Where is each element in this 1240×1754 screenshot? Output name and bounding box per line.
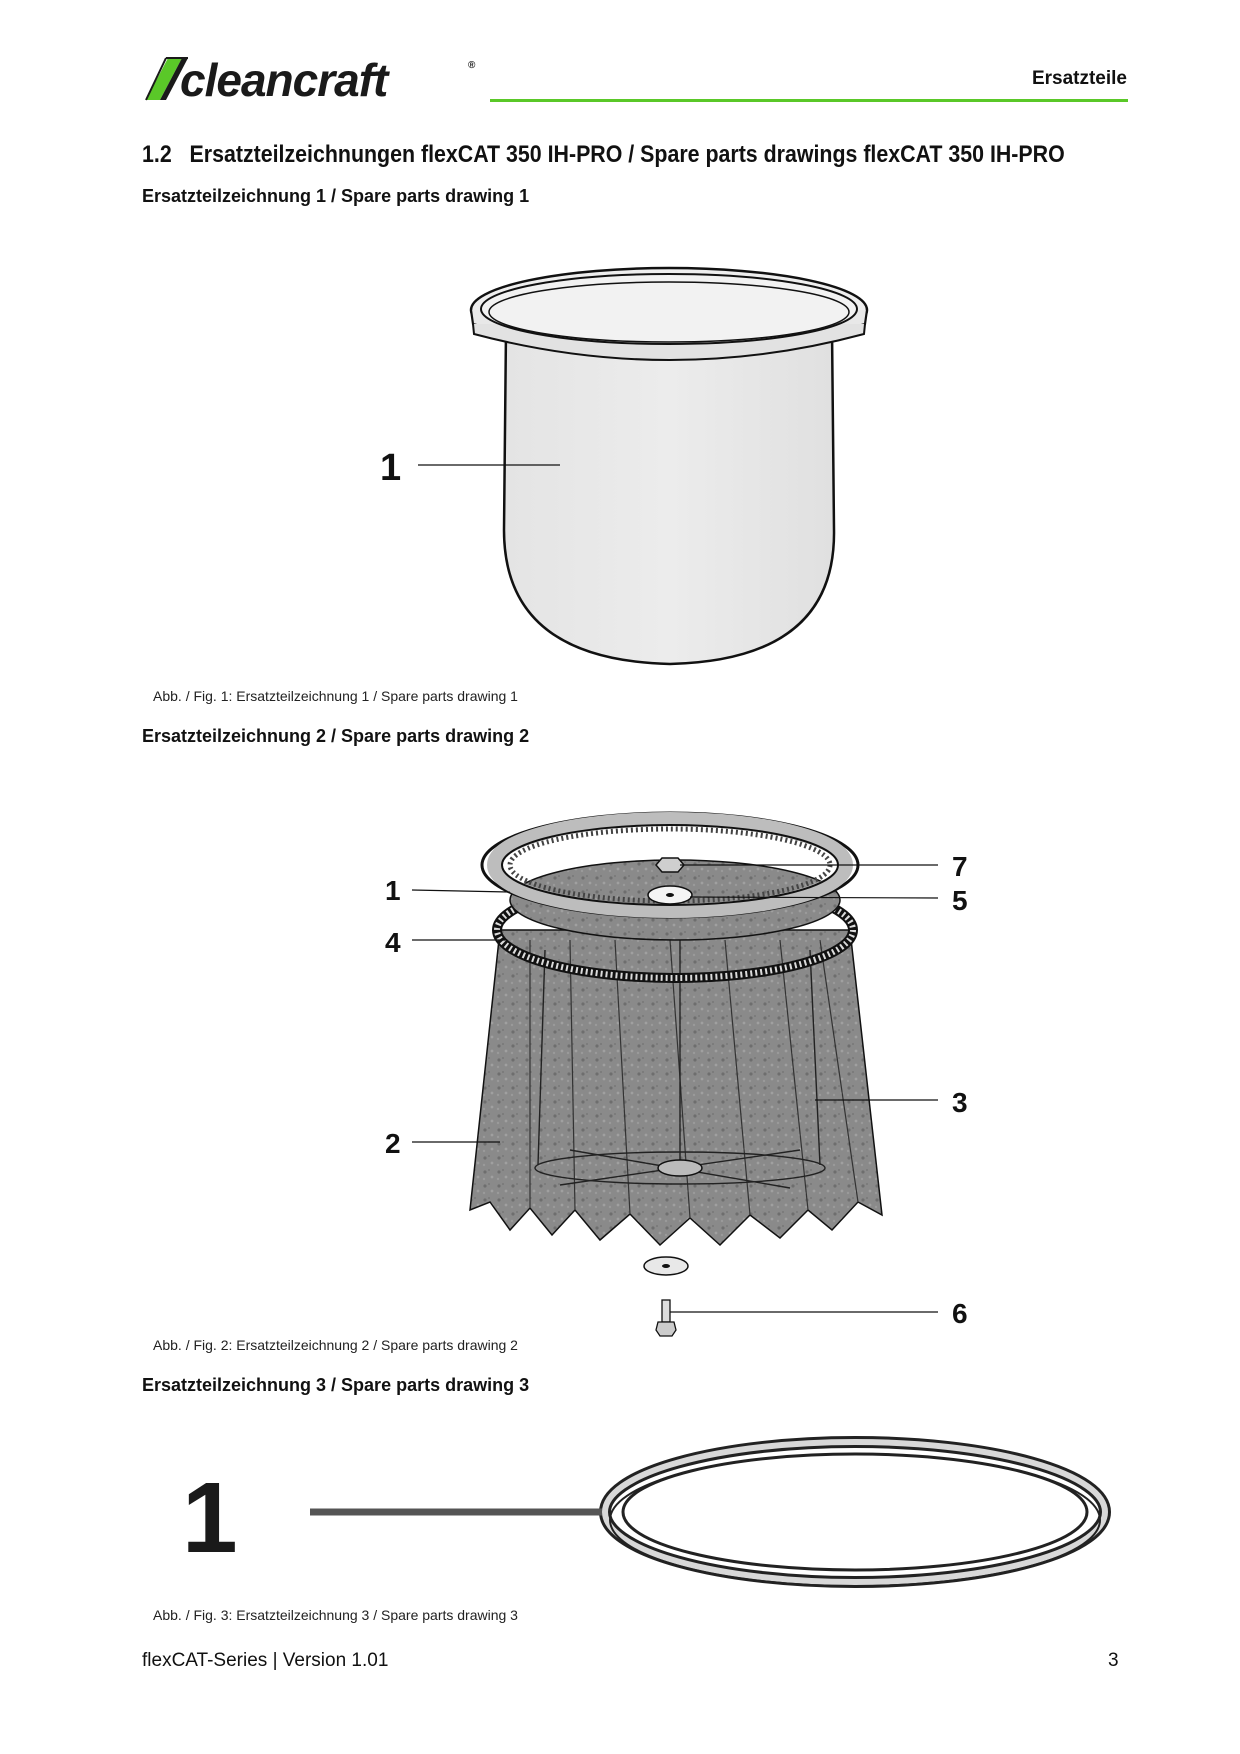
drawing-1-heading: Ersatzteilzeichnung 1 / Spare parts drawing 1: [142, 186, 530, 206]
callout-1-label: 1: [385, 875, 401, 906]
registered-mark: ®: [468, 60, 476, 71]
section-number: 1.2: [142, 141, 172, 168]
filter-cartridge-drawing: [370, 790, 990, 1340]
callout-1-label: 1: [380, 447, 402, 489]
callout-4-label: 4: [385, 927, 401, 958]
drawing-1-caption: Abb. / Fig. 1: Ersatzteilzeichnung 1 / Spare parts drawing 1: [153, 688, 518, 704]
callout-2-label: 2: [385, 1128, 401, 1159]
header-rule: [490, 99, 1128, 102]
callout-6-label: 6: [952, 1298, 968, 1329]
drawing-3-caption: Abb. / Fig. 3: Ersatzteilzeichnung 3 / Spare parts drawing 3: [153, 1607, 518, 1623]
logo-wordmark: cleancraft: [180, 54, 388, 104]
drawing-3-heading: Ersatzteilzeichnung 3 / Spare parts drawing 3: [142, 1375, 530, 1395]
cleancraft-logo-icon: [142, 52, 482, 104]
footer-series-version: flexCAT-Series | Version 1.01: [142, 1650, 389, 1671]
header-section-name: Ersatzteile: [1031, 68, 1127, 89]
callout-3-label: 3: [952, 1087, 968, 1118]
section-title: [142, 141, 1065, 169]
filter-bag-drawing: [370, 260, 910, 670]
callout-7-label: 7: [952, 851, 968, 882]
drawing-2-heading: Ersatzteilzeichnung 2 / Spare parts drawing 2: [142, 726, 530, 746]
seal-ring-drawing: [170, 1430, 1120, 1600]
page-number: 3: [1108, 1650, 1119, 1671]
callout-1-leader: [412, 890, 510, 892]
section-title-text: Ersatzteilzeichnungen flexCAT 350 IH-PRO / Spare parts drawings flexCAT 350 IH-PRO: [189, 141, 1065, 168]
drawing-2-caption: Abb. / Fig. 2: Ersatzteilzeichnung 2 / Spare parts drawing 2: [153, 1337, 518, 1353]
callout-5-label: 5: [952, 885, 968, 916]
callout-1-label: 1: [182, 1462, 238, 1574]
